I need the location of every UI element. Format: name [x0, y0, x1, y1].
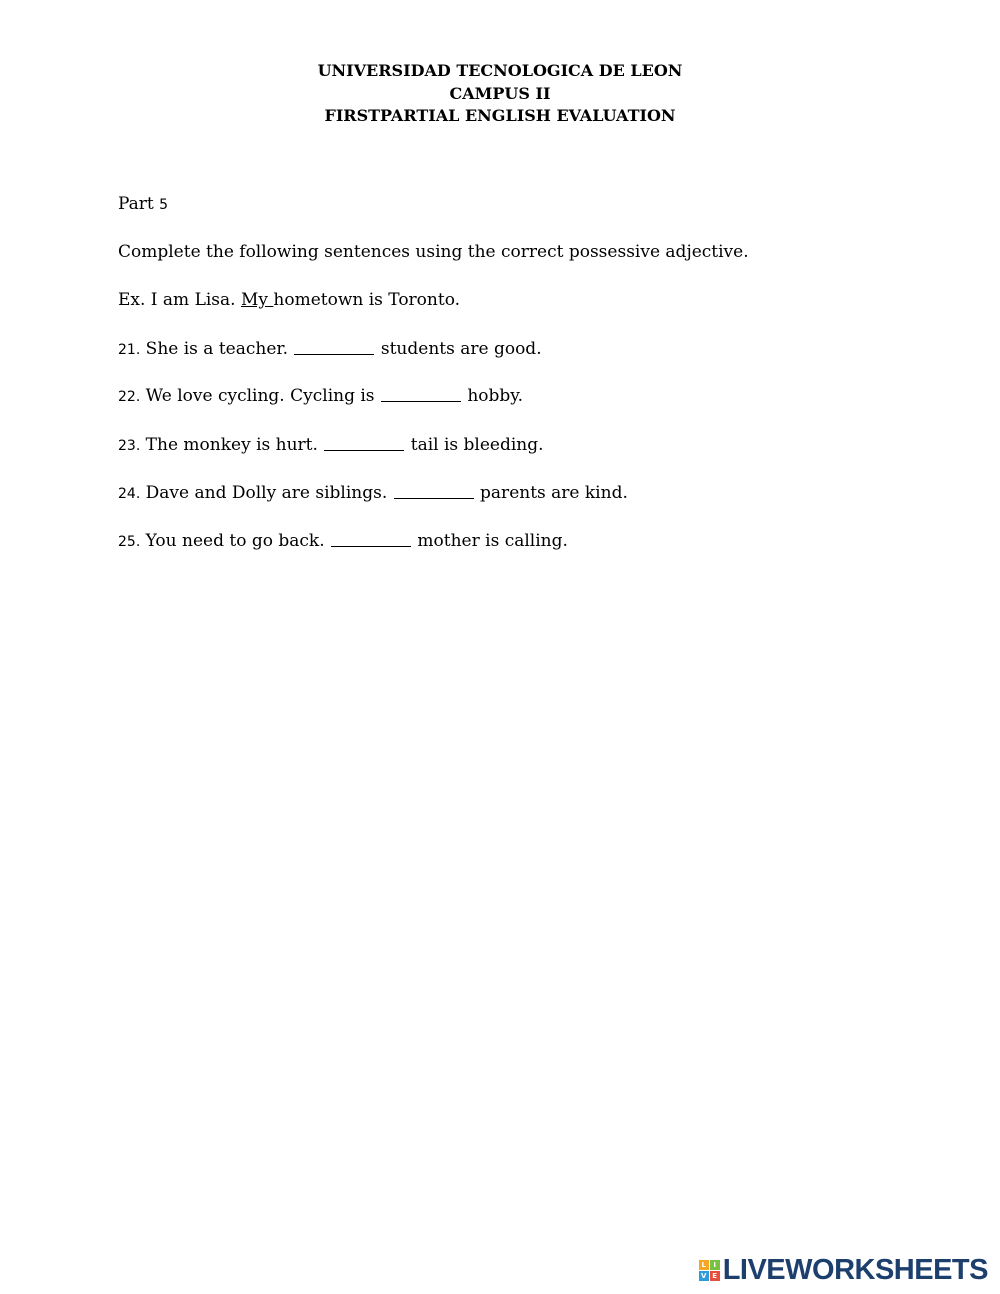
question-text-after: parents are kind. — [474, 483, 628, 503]
campus-name: CAMPUS II — [449, 83, 551, 103]
example-before: Ex. I am Lisa. — [118, 290, 241, 310]
part-number: 5 — [159, 197, 169, 213]
question-text-before: The monkey is hurt. — [140, 435, 324, 455]
logo-text: LIVEWORKSHEETS — [722, 1254, 988, 1286]
answer-blank[interactable] — [331, 546, 411, 547]
question-22 — [118, 386, 523, 406]
question-number: 23. — [118, 438, 141, 454]
question-text-after: mother is calling. — [412, 531, 568, 551]
answer-blank[interactable] — [394, 498, 474, 499]
question-text-before: You need to go back. — [140, 531, 330, 551]
question-24 — [118, 483, 628, 503]
mark-tile: L — [699, 1260, 709, 1270]
question-text-after: tail is bleeding. — [405, 435, 544, 455]
question-21 — [118, 339, 542, 359]
question-number: 24. — [118, 486, 141, 502]
answer-blank[interactable] — [294, 354, 374, 355]
mark-tile: I — [710, 1260, 720, 1270]
university-name: UNIVERSIDAD TECNOLOGICA DE LEON — [317, 61, 683, 80]
instructions: Complete the following sentences using the correct possessive adjective. — [118, 242, 749, 262]
question-number: 25. — [118, 534, 141, 550]
question-25 — [118, 531, 568, 551]
question-text-after: hobby. — [461, 386, 524, 406]
answer-blank[interactable] — [324, 450, 404, 451]
example-after: hometown is Toronto. — [273, 290, 461, 310]
liveworksheets-mark-icon — [699, 1260, 720, 1281]
document-header — [0, 60, 1000, 128]
mark-tile: E — [710, 1271, 720, 1281]
mark-tile: V — [699, 1271, 709, 1281]
question-number: 22. — [118, 389, 141, 405]
question-text-after: students are good. — [375, 339, 542, 359]
part-heading — [118, 194, 168, 214]
question-text-before: Dave and Dolly are siblings. — [140, 483, 393, 503]
liveworksheets-logo — [699, 1254, 988, 1287]
question-number: 21. — [118, 342, 141, 358]
question-23 — [118, 435, 544, 455]
example-sentence — [118, 290, 460, 310]
example-answer: My — [240, 290, 274, 310]
part-label: Part — [118, 194, 160, 214]
evaluation-title: FIRSTPARTIAL ENGLISH EVALUATION — [324, 106, 676, 125]
question-text-before: She is a teacher. — [140, 339, 294, 359]
question-text-before: We love cycling. Cycling is — [140, 386, 380, 406]
answer-blank[interactable] — [381, 401, 461, 402]
